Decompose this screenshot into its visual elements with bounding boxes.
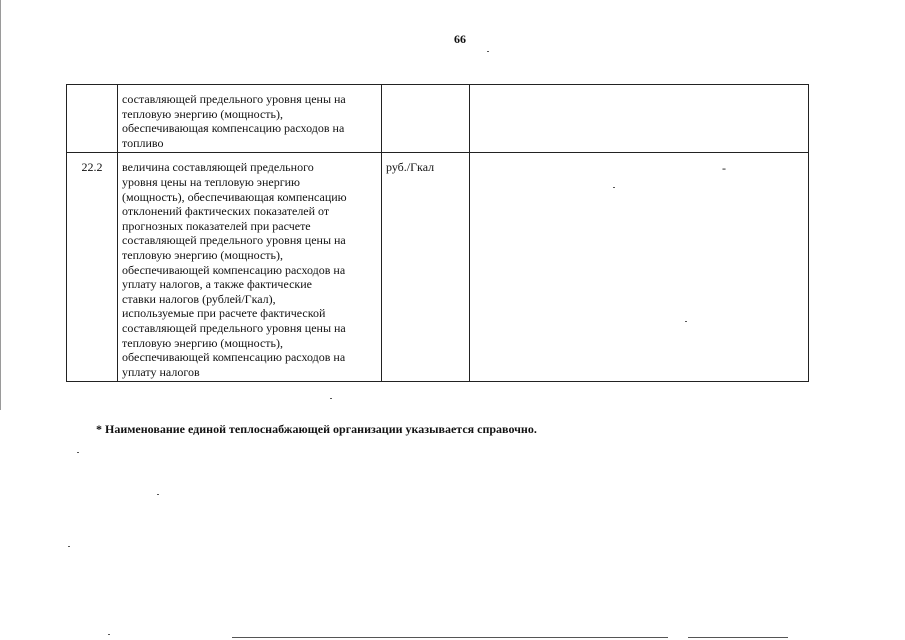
row-name-line: используемые при расчете фактической: [122, 306, 326, 321]
scan-speck: [157, 494, 159, 495]
row-number-cell: 22.2: [67, 153, 118, 382]
row-name-line: составляющей предельного уровня цены на: [122, 320, 346, 335]
scan-left-edge: [0, 0, 1, 410]
row-name-line: топливо: [122, 135, 164, 150]
row-name-line: ставки налогов (рублей/Гкал),: [122, 291, 276, 306]
row-name-line: (мощность), обеспечивающая компенсацию: [122, 189, 347, 204]
row-name-line: составляющей предельного уровня цены на: [122, 92, 346, 106]
row-name-line: отклонений фактических показателей от: [122, 204, 330, 219]
row-name-line: уплату налогов: [122, 364, 200, 379]
row-name-line: обеспечивающей компенсацию расходов на: [122, 350, 346, 365]
table-row: [67, 85, 809, 153]
row-name-line: уплату налогов, а также фактические: [122, 277, 312, 292]
row-value-cell: [470, 85, 809, 153]
scan-speck: [487, 51, 489, 52]
scan-speck: [613, 187, 615, 188]
row-name-line: уровня цены на тепловую энергию: [122, 174, 300, 189]
row-value-text: -: [722, 161, 726, 176]
row-name-cell: [118, 85, 382, 153]
row-value-cell: [470, 153, 809, 382]
row-name-line: обеспечивающей компенсацию расходов на: [122, 262, 346, 277]
row-name-line: величина составляющей предельного: [122, 160, 314, 175]
scan-speck: [685, 321, 687, 322]
row-name-cell: [118, 153, 382, 382]
table-row: [67, 153, 809, 382]
row-name-line: тепловую энергию (мощность),: [122, 247, 283, 262]
scan-speck: [77, 452, 79, 453]
scan-speck: [108, 634, 110, 635]
page-number: 66: [454, 32, 466, 46]
scan-bottom-line: [688, 637, 788, 638]
row-unit-cell: [382, 85, 470, 153]
scan-speck: [68, 546, 70, 547]
row-unit-cell: руб./Гкал: [382, 153, 470, 382]
row-name-line: тепловую энергию (мощность),: [122, 335, 283, 350]
row-number-cell: [67, 85, 118, 153]
row-name-line: тепловую энергию (мощность),: [122, 106, 283, 121]
scan-bottom-line: [232, 637, 668, 638]
row-name-line: обеспечивающая компенсацию расходов на: [122, 121, 345, 136]
tariff-table: [66, 84, 809, 382]
footnote: * Наименование единой теплоснабжающей организации указывается справочно.: [96, 422, 537, 436]
row-name-line: составляющей предельного уровня цены на: [122, 233, 346, 248]
scan-speck: [330, 398, 332, 399]
row-name-line: прогнозных показателей при расчете: [122, 218, 311, 233]
